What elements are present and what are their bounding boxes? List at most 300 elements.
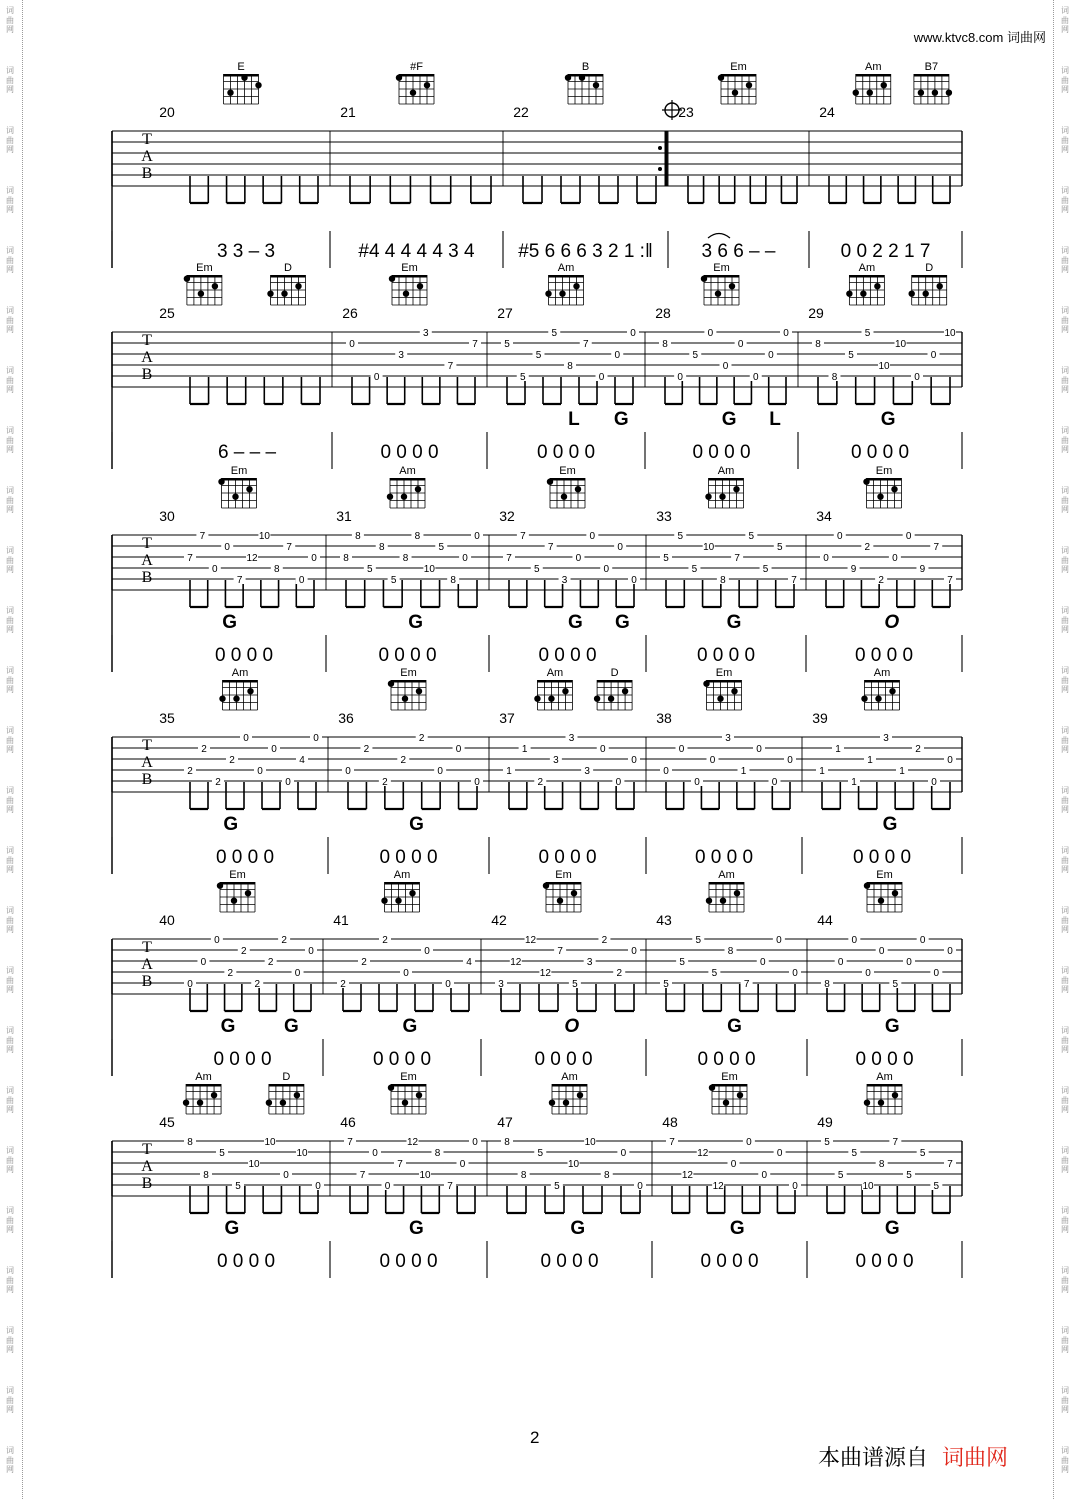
margin-watermark-text: 词 曲 网 <box>6 606 14 635</box>
chord-nut <box>385 882 420 885</box>
fret-number: 0 <box>243 733 249 744</box>
margin-watermark-text: 词 曲 网 <box>1061 1206 1069 1235</box>
fret-number: 7 <box>447 361 454 372</box>
chord-nut <box>721 74 756 77</box>
fret-number: 12 <box>712 1181 724 1192</box>
picking-hint: O <box>564 1016 580 1037</box>
picking-hint: G <box>224 1218 240 1239</box>
chord-finger-dot <box>720 898 726 904</box>
fret-number: 5 <box>535 350 542 361</box>
jianpu-notation: 0 0 0 0 <box>216 1251 276 1272</box>
jianpu-notation: 0 0 0 0 <box>213 1049 272 1070</box>
fret-number: 2 <box>281 935 287 946</box>
fret-number: 3 <box>423 328 429 339</box>
chord-finger-dot <box>561 494 567 500</box>
chord-diagram <box>219 667 257 710</box>
chord-name: D <box>610 667 619 679</box>
chord-name: Am <box>546 667 564 679</box>
chord-finger-dot <box>402 1100 408 1106</box>
margin-watermark-text: 词 曲 网 <box>6 1446 14 1475</box>
margin-watermark-text: 词 曲 网 <box>1061 426 1069 455</box>
picking-hint: L <box>769 409 781 430</box>
chord-finger-dot <box>294 1092 300 1098</box>
fret-number: 5 <box>504 339 510 350</box>
fret-number: 0 <box>759 957 766 968</box>
chord-finger-dot <box>211 1092 217 1098</box>
fret-number: 0 <box>730 1159 737 1170</box>
chord-name: Am <box>876 1071 893 1083</box>
fret-number: 3 <box>725 733 731 744</box>
fret-number: 0 <box>930 350 937 361</box>
chord-finger-dot <box>381 898 387 904</box>
fret-number: 12 <box>510 957 522 968</box>
chord-name: Em <box>230 465 248 477</box>
chord-finger-dot <box>918 90 924 96</box>
chord-finger-dot <box>409 890 415 896</box>
chord-finger-dot <box>867 90 873 96</box>
chord-name: Am <box>393 869 411 881</box>
fret-number: 1 <box>835 744 841 755</box>
fret-number: 5 <box>519 372 526 383</box>
chord-nut <box>546 882 581 885</box>
chord-finger-dot <box>946 90 952 96</box>
fret-number: 1 <box>740 766 747 777</box>
chord-nut <box>187 275 222 278</box>
picking-hint: G <box>283 1016 299 1037</box>
measure-number: 33 <box>656 508 672 524</box>
fret-number: 7 <box>743 979 750 990</box>
fret-number: 5 <box>572 979 578 990</box>
margin-watermark-text: 词 曲 网 <box>6 1386 14 1415</box>
fret-number: 0 <box>283 1170 289 1181</box>
fret-number: 0 <box>615 777 622 788</box>
tie-arc <box>708 234 730 239</box>
measure-number: 46 <box>340 1114 356 1130</box>
fret-number: 0 <box>349 339 355 350</box>
chord-finger-dot <box>734 890 740 896</box>
chord-finger-dot <box>719 494 725 500</box>
chord-nut <box>568 74 603 77</box>
fret-number: 10 <box>248 1159 260 1170</box>
chord-name: Am <box>718 869 735 881</box>
fret-number: 7 <box>933 542 940 553</box>
chord-nut <box>856 74 891 77</box>
source-brand[interactable]: 词曲网 <box>942 1446 1009 1471</box>
fret-number: 10 <box>296 1148 308 1159</box>
chord-nut <box>709 882 744 885</box>
chord-diagram <box>705 465 743 508</box>
jianpu-notation: #5 6 6 6 3 2 1 :‖ <box>518 241 653 262</box>
chord-diagram <box>718 61 756 104</box>
fret-number: 5 <box>537 1148 544 1159</box>
fret-number: 2 <box>616 968 623 979</box>
measure-number: 32 <box>499 508 515 524</box>
margin-watermark-text: 词 曲 网 <box>6 426 14 455</box>
picking-hint: G <box>567 612 583 633</box>
measure-number: 23 <box>678 104 694 120</box>
fret-number: 5 <box>219 1148 225 1159</box>
fret-number: 2 <box>361 957 367 968</box>
margin-watermark-text: 词 曲 网 <box>1061 1326 1069 1355</box>
chord-finger-dot <box>424 82 430 88</box>
fret-number: 0 <box>459 1159 466 1170</box>
jianpu-notation: 0 0 0 0 <box>696 645 756 666</box>
fret-number: 0 <box>474 777 480 788</box>
fret-number: 2 <box>601 935 608 946</box>
measure-number: 40 <box>159 912 175 928</box>
margin-watermark-text: 词 曲 网 <box>1061 1446 1069 1475</box>
margin-watermark-text: 词 曲 网 <box>1061 6 1069 35</box>
fret-number: 0 <box>771 777 778 788</box>
picking-hint: G <box>223 814 239 835</box>
fret-number: 0 <box>462 553 468 564</box>
margin-watermark-text: 词 曲 网 <box>6 366 14 395</box>
picking-hint: G <box>884 1218 900 1239</box>
chord-finger-dot <box>245 890 251 896</box>
margin-watermark-text: 词 曲 网 <box>6 66 14 95</box>
fret-number: 1 <box>851 777 857 788</box>
chord-nut <box>399 74 434 77</box>
chord-nut <box>223 680 258 683</box>
chord-finger-dot <box>548 696 554 702</box>
chord-name: Am <box>561 1071 578 1083</box>
fret-number: 0 <box>823 553 829 564</box>
margin-watermark-text: 词 曲 网 <box>1061 306 1069 335</box>
chord-nut <box>707 680 742 683</box>
fret-number: 0 <box>455 744 462 755</box>
fret-number: 8 <box>434 1148 441 1159</box>
fret-number: 2 <box>201 744 207 755</box>
fret-number: 7 <box>506 553 512 564</box>
fret-number: 0 <box>187 979 193 990</box>
page-number: 2 <box>530 1428 540 1447</box>
fret-number: 0 <box>200 957 207 968</box>
site-url-name[interactable]: 词曲网 <box>1006 31 1046 46</box>
chord-diagram <box>388 1071 426 1114</box>
chord-name: Am <box>557 262 575 274</box>
margin-watermark-text: 词 曲 网 <box>1061 186 1069 215</box>
chord-diagram <box>701 262 739 305</box>
chord-finger-dot <box>198 291 204 297</box>
chord-finger-dot <box>388 1085 394 1091</box>
chord-finger-dot <box>565 75 571 81</box>
chord-finger-dot <box>892 1092 898 1098</box>
fret-number: 0 <box>212 564 218 575</box>
fret-number: 10 <box>584 1137 596 1148</box>
fret-number: 5 <box>235 1181 241 1192</box>
fret-number: 0 <box>756 744 762 755</box>
chord-finger-dot <box>557 898 563 904</box>
fret-number: 8 <box>520 1170 527 1181</box>
fret-number: 0 <box>372 1148 378 1159</box>
chord-finger-dot <box>197 1100 203 1106</box>
chord-diagram <box>853 61 891 104</box>
measure-number: 41 <box>333 912 349 928</box>
margin-watermark-text: 词 曲 网 <box>6 1146 14 1175</box>
chord-nut <box>269 1084 304 1087</box>
tab-clef-letter: T <box>142 939 152 956</box>
chord-finger-dot <box>594 696 600 702</box>
margin-watermark-text: 词 曲 网 <box>6 126 14 155</box>
fret-number: 0 <box>722 361 729 372</box>
fret-number: 0 <box>424 946 430 957</box>
chord-finger-dot <box>571 890 577 896</box>
chord-finger-dot <box>267 291 273 297</box>
fret-number: 0 <box>836 531 843 542</box>
fret-number: 3 <box>561 575 568 586</box>
measure-number: 49 <box>817 1114 833 1130</box>
chord-finger-dot <box>909 291 915 297</box>
chord-finger-dot <box>562 688 568 694</box>
chord-diagram <box>863 465 901 508</box>
chord-diagram <box>266 1071 304 1114</box>
tab-clef-letter: B <box>141 973 153 990</box>
chord-finger-dot <box>892 890 898 896</box>
chord-finger-dot <box>219 696 225 702</box>
margin-watermark-text: 词 曲 网 <box>6 186 14 215</box>
measure-number: 37 <box>499 710 515 726</box>
fret-number: 8 <box>504 1137 510 1148</box>
chord-name: Am <box>717 465 735 477</box>
fret-number: 0 <box>308 946 314 957</box>
fret-number: 12 <box>697 1148 709 1159</box>
chord-nut <box>912 275 947 278</box>
fret-number: 12 <box>406 1137 419 1148</box>
margin-watermark-text: 词 曲 网 <box>6 1326 14 1355</box>
source-label: 本曲谱源自 <box>818 1446 929 1471</box>
fret-number: 0 <box>474 531 480 542</box>
fret-number: 0 <box>931 777 937 788</box>
chord-name: Em <box>713 262 730 274</box>
chord-finger-dot <box>266 1100 272 1106</box>
chord-name: Em <box>876 869 893 881</box>
chord-name: B7 <box>924 61 939 73</box>
fret-number: 0 <box>214 935 220 946</box>
fret-number: 0 <box>630 328 636 339</box>
fret-number: 8 <box>274 564 280 575</box>
chord-finger-dot <box>255 82 261 88</box>
measure-number: 26 <box>342 305 358 321</box>
chord-name: Am <box>195 1071 212 1083</box>
fret-number: 8 <box>727 946 734 957</box>
margin-watermark-text: 词 曲 网 <box>1061 1266 1069 1295</box>
chord-name: Am <box>399 465 416 477</box>
chord-finger-dot <box>877 494 883 500</box>
jianpu-notation: 0 0 0 0 <box>850 442 910 463</box>
chord-name: Em <box>721 1071 738 1083</box>
chord-finger-dot <box>246 486 252 492</box>
chord-diagram <box>703 667 741 710</box>
picking-hint: G <box>726 612 742 633</box>
repeat-dot <box>658 146 662 150</box>
measure-number: 47 <box>497 1114 513 1130</box>
measure-number: 44 <box>817 912 833 928</box>
fret-number: 7 <box>791 575 797 586</box>
chord-finger-dot <box>387 494 393 500</box>
chord-finger-dot <box>932 90 938 96</box>
chord-name: Em <box>401 262 418 274</box>
fret-number: 8 <box>355 531 361 542</box>
jianpu-notation: 0 0 0 0 <box>692 442 751 463</box>
fret-number: 0 <box>746 1137 752 1148</box>
fret-number: 0 <box>294 968 301 979</box>
fret-number: 2 <box>382 935 388 946</box>
picking-hint: G <box>721 409 737 430</box>
fret-number: 5 <box>663 553 669 564</box>
repeat-dot <box>658 167 662 171</box>
fret-number: 10 <box>894 339 907 350</box>
chord-name: Em <box>875 465 893 477</box>
chord-diagram <box>218 465 256 508</box>
fret-number: 0 <box>403 968 409 979</box>
fret-number: 5 <box>933 1181 940 1192</box>
chord-finger-dot <box>534 696 540 702</box>
chord-name: #F <box>410 61 423 73</box>
chord-nut <box>867 1084 902 1087</box>
fret-number: 0 <box>285 777 291 788</box>
chord-finger-dot <box>227 90 233 96</box>
fret-number: 2 <box>215 777 221 788</box>
chord-finger-dot <box>388 681 394 687</box>
jianpu-notation: 0 0 0 0 <box>538 645 597 666</box>
fret-number: 7 <box>397 1159 403 1170</box>
fret-number: 10 <box>419 1170 431 1181</box>
tab-clef-letter: T <box>142 1141 152 1158</box>
chord-name: D <box>925 262 934 274</box>
margin-watermark-text: 词 曲 网 <box>1061 966 1069 995</box>
margin-watermark-text: 词 曲 网 <box>6 1266 14 1295</box>
fret-number: 3 <box>498 979 504 990</box>
measure-number: 45 <box>159 1114 175 1130</box>
fret-number: 0 <box>631 575 637 586</box>
chord-name: Am <box>873 667 891 679</box>
chord-finger-dot <box>247 688 253 694</box>
fret-number: 5 <box>679 957 685 968</box>
fret-number: 7 <box>547 542 554 553</box>
chord-finger-dot <box>875 696 881 702</box>
chord-nut <box>537 680 572 683</box>
chord-finger-dot <box>746 82 752 88</box>
fret-number: 0 <box>792 968 798 979</box>
chord-diagram <box>543 869 581 912</box>
fret-number: 2 <box>537 777 544 788</box>
chord-nut <box>704 275 739 278</box>
fret-number: 0 <box>437 766 443 777</box>
fret-number: 10 <box>567 1159 580 1170</box>
margin-watermark-text: 词 曲 网 <box>1061 246 1069 275</box>
fret-number: 0 <box>752 372 759 383</box>
margin-watermark-text: 词 曲 网 <box>1061 1086 1069 1115</box>
fret-number: 0 <box>709 755 716 766</box>
chord-name: Em <box>400 667 417 679</box>
jianpu-notation: 0 0 2 2 1 7 <box>840 241 931 262</box>
fret-number: 2 <box>363 744 370 755</box>
chord-finger-dot <box>608 696 614 702</box>
chord-finger-dot <box>417 283 423 289</box>
site-url-domain[interactable]: www.ktvc8.com <box>913 30 1004 45</box>
chord-nut <box>390 478 425 481</box>
chord-nut <box>849 275 884 278</box>
chord-finger-dot <box>577 1092 583 1098</box>
fret-number: 5 <box>748 531 755 542</box>
fret-number: 8 <box>720 575 726 586</box>
chord-name: Em <box>715 667 733 679</box>
tab-clef-letter: B <box>141 366 153 383</box>
margin-watermark-text: 词 曲 网 <box>1061 1386 1069 1415</box>
chord-finger-dot <box>416 688 422 694</box>
chord-nut <box>391 1084 426 1087</box>
fret-number: 5 <box>851 1148 858 1159</box>
fret-number: 0 <box>631 946 637 957</box>
chord-finger-dot <box>705 494 711 500</box>
picking-hint: G <box>409 814 424 835</box>
chord-nut <box>867 882 902 885</box>
fret-number: 12 <box>681 1170 693 1181</box>
margin-watermark-text: 词 曲 网 <box>1061 726 1069 755</box>
measure-number: 30 <box>159 508 175 524</box>
chord-finger-dot <box>415 486 421 492</box>
chord-finger-dot <box>233 696 239 702</box>
fret-number: 0 <box>384 1181 391 1192</box>
fret-number: 5 <box>367 564 373 575</box>
fret-number: 8 <box>567 361 573 372</box>
margin-watermark-text: 词 曲 网 <box>6 966 14 995</box>
margin-watermark-text: 词 曲 网 <box>1061 786 1069 815</box>
fret-number: 0 <box>445 979 451 990</box>
chord-diagram <box>864 1071 902 1114</box>
fret-number: 7 <box>734 553 740 564</box>
fret-number: 0 <box>677 372 683 383</box>
picking-hint: G <box>615 612 630 633</box>
chord-finger-dot <box>280 1100 286 1106</box>
tab-clef-letter: A <box>141 1158 153 1175</box>
fret-number: 5 <box>906 1170 912 1181</box>
tab-clef-letter: A <box>141 552 153 569</box>
measure-number: 22 <box>513 104 529 120</box>
jianpu-notation: 0 0 0 0 <box>855 1251 914 1272</box>
chord-name: Am <box>858 262 876 274</box>
fret-number: 7 <box>892 1137 899 1148</box>
measure-number: 21 <box>340 104 356 120</box>
chord-diagram <box>388 667 426 710</box>
fret-number: 0 <box>865 968 871 979</box>
chord-nut <box>392 275 427 278</box>
fret-number: 0 <box>603 564 610 575</box>
fret-number: 2 <box>227 968 234 979</box>
margin-watermark-text: 词 曲 网 <box>6 726 14 755</box>
chord-finger-dot <box>889 688 895 694</box>
chord-finger-dot <box>881 82 887 88</box>
chord-finger-dot <box>733 486 739 492</box>
measure-number: 35 <box>159 710 175 726</box>
picking-hint: O <box>884 612 900 633</box>
picking-hint: G <box>884 1016 900 1037</box>
fret-number: 7 <box>236 575 243 586</box>
fret-number: 12 <box>246 553 258 564</box>
chord-finger-dot <box>864 1100 870 1106</box>
fret-number: 0 <box>298 575 305 586</box>
chord-diagram <box>549 1071 587 1114</box>
chord-nut <box>550 478 585 481</box>
fret-number: 7 <box>520 531 526 542</box>
chord-finger-dot <box>846 291 852 297</box>
chord-finger-dot <box>217 883 223 889</box>
fret-number: 0 <box>851 935 858 946</box>
measure-number: 38 <box>656 710 672 726</box>
fret-number: 3 <box>883 733 889 744</box>
fret-number: 0 <box>837 957 844 968</box>
fret-number: 0 <box>617 542 623 553</box>
